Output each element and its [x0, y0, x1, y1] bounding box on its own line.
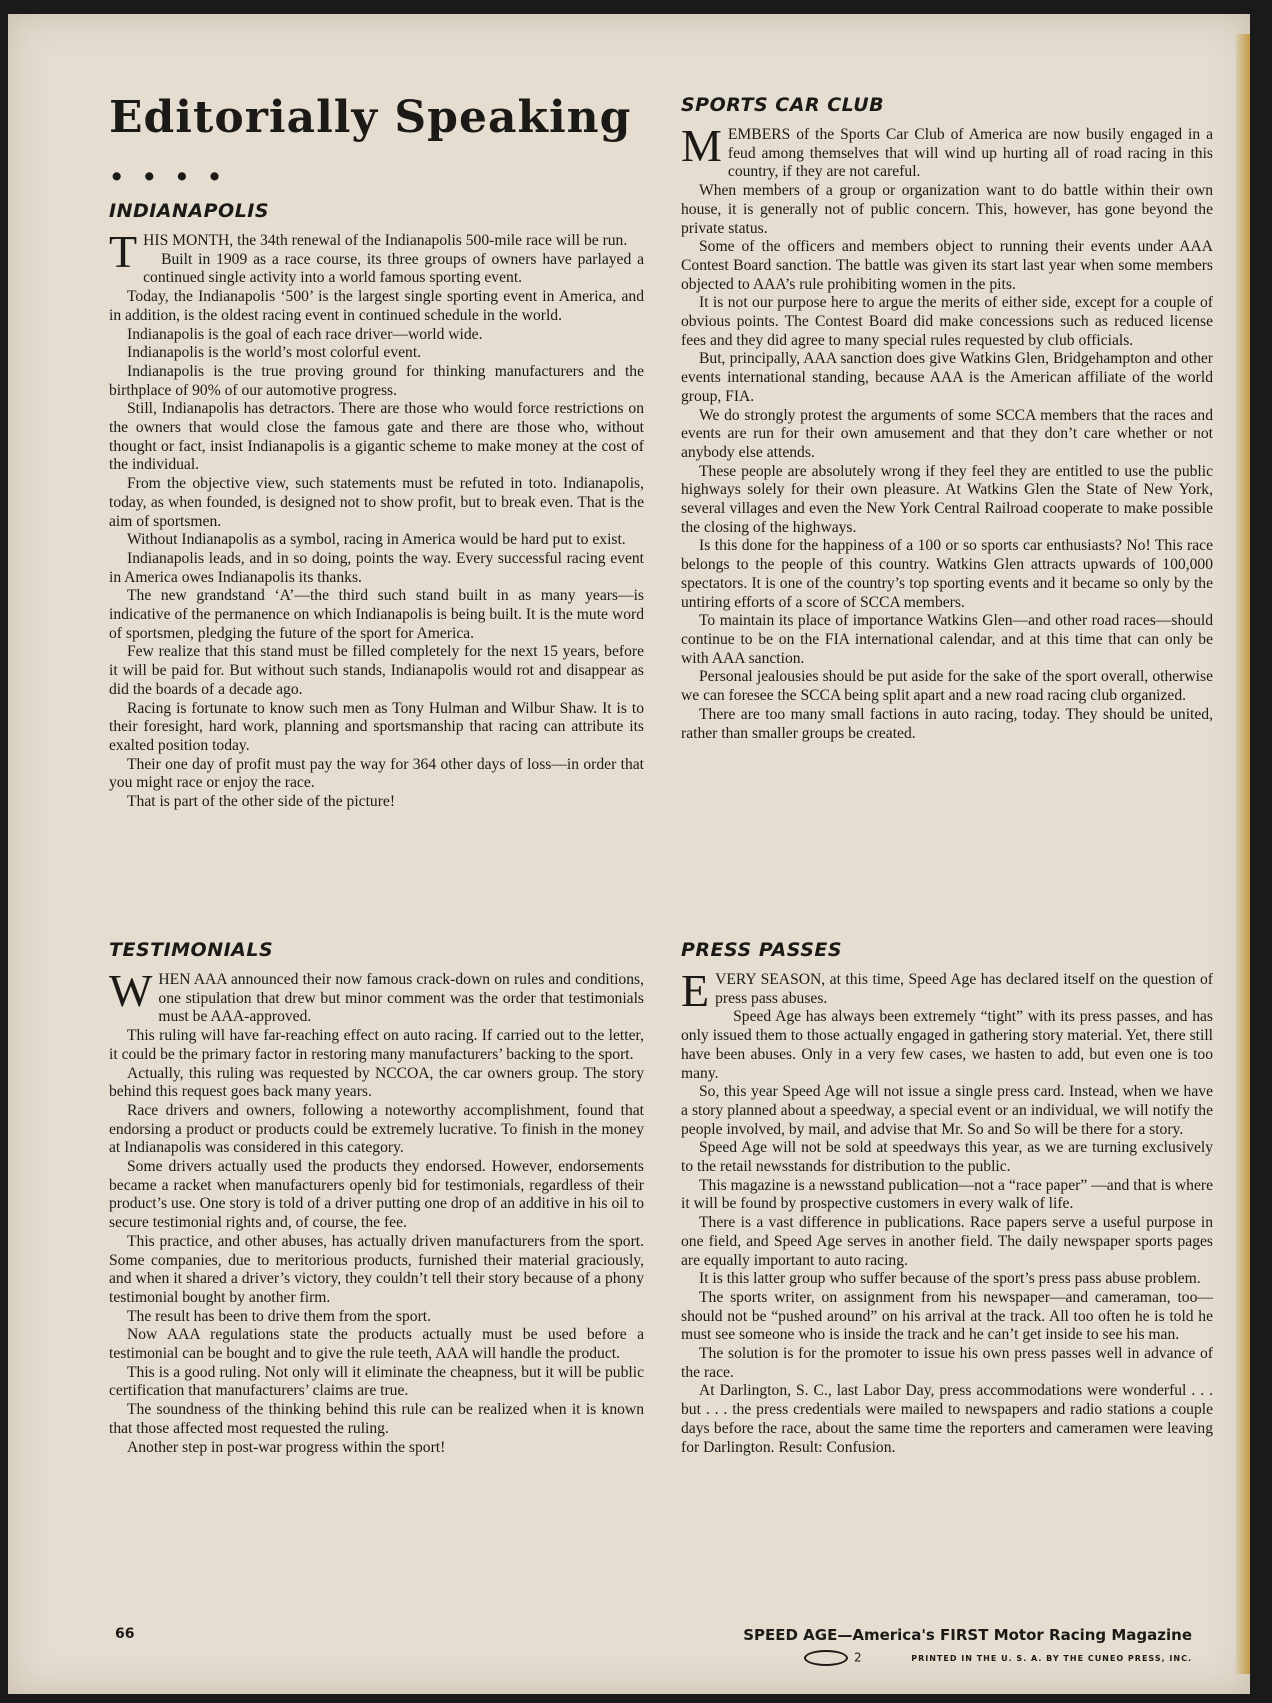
article-paragraph: Personal jealousies should be put aside for the sake of the sport overall, otherwise we can foresee the SCCA being split apart and a new road racing club organized. — [681, 668, 1213, 705]
press-passes-body — [681, 965, 1213, 1457]
article-paragraph: Another step in post-war progress within the sport! — [127, 1438, 446, 1456]
sports-car-club-column — [681, 94, 1213, 743]
article-paragraph: Indianapolis is the world’s most colorful event. — [127, 344, 422, 362]
article-paragraph: Indianapolis is the goal of each race driver—world wide. — [127, 325, 483, 343]
article-paragraph: It is not our purpose here to argue the merits of either side, except for a couple of obvious points. The Contest Board did make concessions such as reduced license fees and they did agree to many special rules requested by club officials. — [681, 294, 1213, 349]
article-paragraph: Built in 1909 as a race course, its three groups of owners have parlayed a continued single activity into a world famous sporting event. — [143, 250, 644, 287]
drop-cap: E — [681, 965, 710, 1016]
article-paragraph: There is a vast difference in publications. Race papers serve a useful purpose in one field, and Speed Age serves in another field. The daily newspaper sports pages are equally important to auto racing. — [681, 1214, 1213, 1269]
article-paragraph: This practice, and other abuses, has actually driven manufacturers from the sport. Some companies, due to meritorious products, furnished their material graciously, and when it shared a driver’s victory, they couldn’t tell their story because of a phony testimonial bought by another firm. — [109, 1232, 644, 1306]
indianapolis-heading: INDIANAPOLIS — [109, 200, 270, 222]
article-paragraph: Indianapolis leads, and in so doing, points the way. Every successful racing event in America owes Indianapolis its thanks. — [109, 549, 644, 586]
press-passes-heading: PRESS PASSES — [681, 939, 843, 961]
article-paragraph: Racing is fortunate to know such men as Tony Hulman and Wilbur Shaw. It is to their foresight, hard work, planning and sportsmanship that racing can attribute its exalted position today. — [109, 699, 644, 754]
press-passes-column — [681, 939, 1213, 1457]
sports-car-club-heading: SPORTS CAR CLUB — [681, 94, 885, 116]
testimonials-heading: TESTIMONIALS — [109, 939, 274, 961]
union-label — [804, 1650, 862, 1666]
page-number: 66 — [115, 1626, 135, 1642]
article-paragraph: WHEN AAA announced their now famous crack-down on rules and conditions, one stipulation that drew but minor comment was the order that testimonials must be AAA-approved. — [109, 965, 644, 1026]
article-paragraph: The soundness of the thinking behind this rule can be realized when it is known that those affected most requested the ruling. — [109, 1401, 644, 1437]
article-paragraph: Indianapolis is the true proving ground for thinking manufacturers and the birthplace of 90% of our automotive progress. — [109, 362, 644, 399]
article-paragraph: Now AAA regulations state the products actually must be used before a testimonial can be bought and to give the rule teeth, AAA will handle the product. — [109, 1326, 644, 1363]
union-label-number: 2 — [854, 1650, 862, 1665]
article-paragraph: We do strongly protest the arguments of some SCCA members that the races and events are run for their own amusement and that they don’t care whether or not anybody else attends. — [681, 406, 1213, 461]
indianapolis-column — [109, 94, 644, 812]
drop-cap: W — [109, 965, 153, 1016]
magazine-tagline: SPEED AGE—America's FIRST Motor Racing Magazine — [743, 1626, 1192, 1644]
article-paragraph: Today, the Indianapolis ‘500’ is the largest single sporting event in America, and in addition, is the oldest racing event in continued schedule in the world. — [109, 288, 644, 324]
testimonials-body — [109, 965, 644, 1457]
article-paragraph: It is this latter group who suffer because of the sport’s press pass abuse problem. — [699, 1270, 1201, 1288]
printer-credit: PRINTED IN THE U. S. A. BY THE CUNEO PRESS, INC. — [911, 1654, 1192, 1663]
article-paragraph: Their one day of profit must pay the way for 364 other days of loss—in order that you might race or enjoy the race. — [109, 755, 644, 792]
article-paragraph: The new grandstand ‘A’—the third such stand built in as many years—is indicative of the permanence on which Indianapolis is being built. It is the mute word of sportsmen, pledging the future of the sport for America. — [109, 587, 644, 642]
article-paragraph: Some of the officers and members object to running their events under AAA Contest Board sanction. The battle was given its start last year when some members objected to AAA’s rule prohibiting women in the pits. — [681, 238, 1213, 293]
testimonials-column — [109, 939, 644, 1457]
article-paragraph: EVERY SEASON, at this time, Speed Age has declared itself on the question of press pass abuses. — [681, 965, 1213, 1016]
article-paragraph: These people are absolutely wrong if they feel they are entitled to use the public highways solely for their own pleasure. At Watkins Glen the State of New York, several villages and even the New York Central Railroad cooperate to make possible the closing of the highways. — [681, 462, 1213, 536]
article-paragraph: This ruling will have far-reaching effect on auto racing. If carried out to the letter, it could be the primary factor in restoring many manufacturers’ backing to the sport. — [109, 1027, 644, 1063]
article-paragraph: So, this year Speed Age will not issue a single press card. Instead, when we have a story planned about a speedway, a special event or an individual, we will notify the people involved, by mail, and advise that Mr. So and So will be there for a story. — [681, 1083, 1213, 1138]
article-paragraph: Is this done for the happiness of a 100 or so sports car enthusiasts? No! This race belongs to the people of this country. Watkins Glen attracts upwards of 100,000 spectators. It is one of the country’s top sporting events and it became so only by the untiring efforts of a score of SCCA members. — [681, 537, 1213, 611]
article-paragraph: The result has been to drive them from the sport. — [127, 1307, 431, 1325]
article-paragraph: At Darlington, S. C., last Labor Day, press accommodations were wonderful . . . but . . . the press credentials were mailed to newspapers and radio stations a couple days before the race, about the same time the reporters and cameramen were leaving for Darlington. Result: Confusion. — [681, 1382, 1213, 1456]
drop-cap: M — [681, 120, 722, 171]
article-paragraph: From the objective view, such statements must be refuted in toto. Indianapolis, today, as when founded, is designed not to show profit, but to break even. That is the aim of sportsmen. — [109, 475, 644, 530]
page-title: Editorially Speaking . . . . — [109, 92, 632, 191]
article-paragraph: When members of a group or organization want to do battle within their own house, it is generally not of public concern. This, however, has gone beyond the private status. — [681, 182, 1213, 237]
article-paragraph: Without Indianapolis as a symbol, racing in America would be hard put to exist. — [127, 531, 626, 549]
article-paragraph: Actually, this ruling was requested by NCCOA, the car owners group. The story behind this request goes back many years. — [109, 1064, 644, 1101]
article-paragraph: Speed Age has always been extremely “tight” with its press passes, and has only issued them to those actually engaged in gathering story material. Yet, there still have been abuses. Only in a very few cases, we hasten to add, but even one is too many. — [681, 1008, 1213, 1082]
article-paragraph: But, principally, AAA sanction does give Watkins Glen, Bridgehampton and other events international standing, because AAA is the American affiliate of the world group, FIA. — [681, 350, 1213, 405]
union-bug-icon — [804, 1650, 848, 1666]
drop-cap: T — [109, 226, 138, 277]
indianapolis-body — [109, 226, 644, 812]
article-paragraph: THIS MONTH, the 34th renewal of the Indianapolis 500-mile race will be run. — [109, 226, 628, 277]
sports-car-club-body — [681, 120, 1213, 743]
article-paragraph: MEMBERS of the Sports Car Club of America are now busily engaged in a feud among themselves that will wind up hurting all of road racing in this country, if they are not careful. — [681, 120, 1213, 181]
article-paragraph: Few realize that this stand must be filled completely for the next 15 years, before it will be paid for. But without such stands, Indianapolis would rot and disappear as did the boards of a decade ago. — [109, 643, 644, 698]
article-paragraph: This is a good ruling. Not only will it eliminate the cheapness, but it will be public certification that manufacturers’ claims are true. — [109, 1363, 644, 1400]
article-paragraph: To maintain its place of importance Watkins Glen—and other road races—should continue to be on the FIA international calendar, and at this time that can only be with AAA sanction. — [681, 612, 1213, 667]
article-paragraph: Still, Indianapolis has detractors. There are those who would force restrictions on the owners that would close the famous gate and there are those who, without thought or fact, insist Indianapolis is a gigantic scheme to make money at the cost of the individual. — [109, 400, 644, 474]
article-paragraph: Race drivers and owners, following a noteworthy accomplishment, found that endorsing a product or products could be extremely lucrative. To finish in the money at Indianapolis was considered in this category. — [109, 1101, 644, 1157]
article-paragraph: That is part of the other side of the picture! — [127, 793, 396, 811]
page-edge — [1236, 34, 1250, 1674]
article-paragraph: Speed Age will not be sold at speedways this year, as we are turning exclusively to the retail newsstands for distribution to the public. — [681, 1139, 1213, 1176]
article-paragraph: The solution is for the promoter to issue his own press passes well in advance of the race. — [681, 1345, 1213, 1381]
article-paragraph: There are too many small factions in auto racing, today. They should be united, rather than smaller groups be created. — [681, 705, 1213, 742]
article-paragraph: Some drivers actually used the products they endorsed. However, endorsements became a racket when manufacturers openly bid for testimonials, regardless of their product’s use. One story is told of a driver putting one drop of an additive in his oil to secure testimonial rights and, of course, the fee. — [109, 1158, 644, 1232]
magazine-page — [8, 14, 1250, 1694]
article-paragraph: This magazine is a newsstand publication—not a “race paper” —and that is where it will be found by prospective customers in every walk of life. — [681, 1176, 1213, 1213]
article-paragraph: The sports writer, on assignment from his newspaper—and cameraman, too—should not be “pushed around” on his arrival at the track. All too often he is told he must see someone who is inside the track and he can’t get inside to see his man. — [681, 1288, 1213, 1344]
